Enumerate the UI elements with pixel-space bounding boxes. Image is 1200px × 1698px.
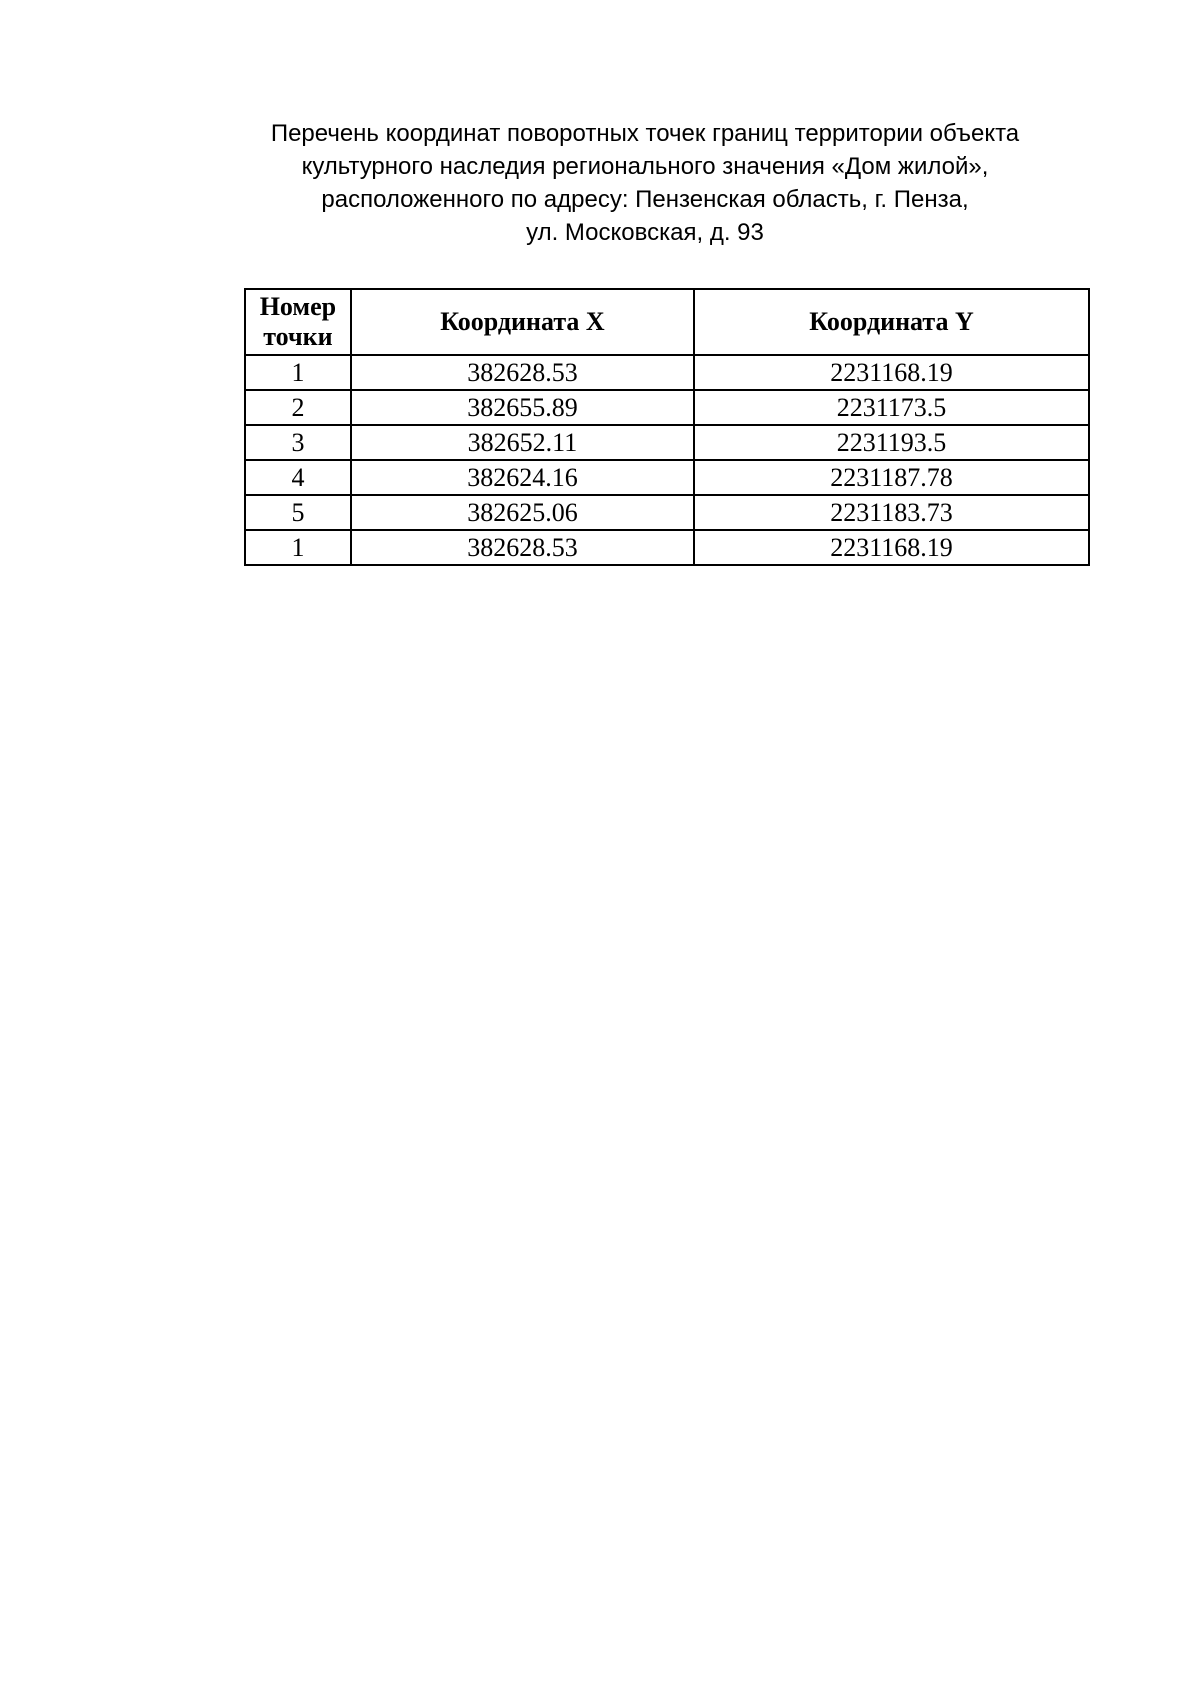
- cell-x: 382628.53: [351, 530, 694, 565]
- cell-x: 382628.53: [351, 355, 694, 390]
- cell-x: 382652.11: [351, 425, 694, 460]
- header-coordinate-y: Координата Y: [694, 289, 1089, 355]
- cell-point: 4: [245, 460, 351, 495]
- cell-point: 2: [245, 390, 351, 425]
- table-row: [245, 425, 1089, 460]
- header-point-line2: точки: [263, 322, 333, 351]
- document-title: [200, 117, 1090, 249]
- cell-x: 382624.16: [351, 460, 694, 495]
- cell-x: 382655.89: [351, 390, 694, 425]
- cell-y: 2231183.73: [694, 495, 1089, 530]
- header-coordinate-x: Координата X: [351, 289, 694, 355]
- cell-point: 1: [245, 530, 351, 565]
- table-row: [245, 495, 1089, 530]
- cell-y: 2231173.5: [694, 390, 1089, 425]
- header-point-number: [245, 289, 351, 355]
- title-line: Перечень координат поворотных точек границ территории объекта: [270, 120, 1020, 147]
- table-row: [245, 390, 1089, 425]
- cell-y: 2231168.19: [694, 355, 1089, 390]
- table-row: [245, 355, 1089, 390]
- table-header-row: [245, 289, 1089, 355]
- cell-y: 2231187.78: [694, 460, 1089, 495]
- title-line: ул. Московская, д. 93: [526, 219, 764, 246]
- table-row: [245, 460, 1089, 495]
- cell-y: 2231193.5: [694, 425, 1089, 460]
- header-point-line1: Номер: [259, 292, 337, 321]
- cell-point: 1: [245, 355, 351, 390]
- cell-point: 5: [245, 495, 351, 530]
- table-row: [245, 530, 1089, 565]
- cell-point: 3: [245, 425, 351, 460]
- title-line: культурного наследия регионального значения «Дом жилой»,: [301, 153, 989, 180]
- title-line: расположенного по адресу: Пензенская область, г. Пенза,: [321, 186, 969, 213]
- cell-y: 2231168.19: [694, 530, 1089, 565]
- cell-x: 382625.06: [351, 495, 694, 530]
- coordinates-table: [244, 288, 1090, 566]
